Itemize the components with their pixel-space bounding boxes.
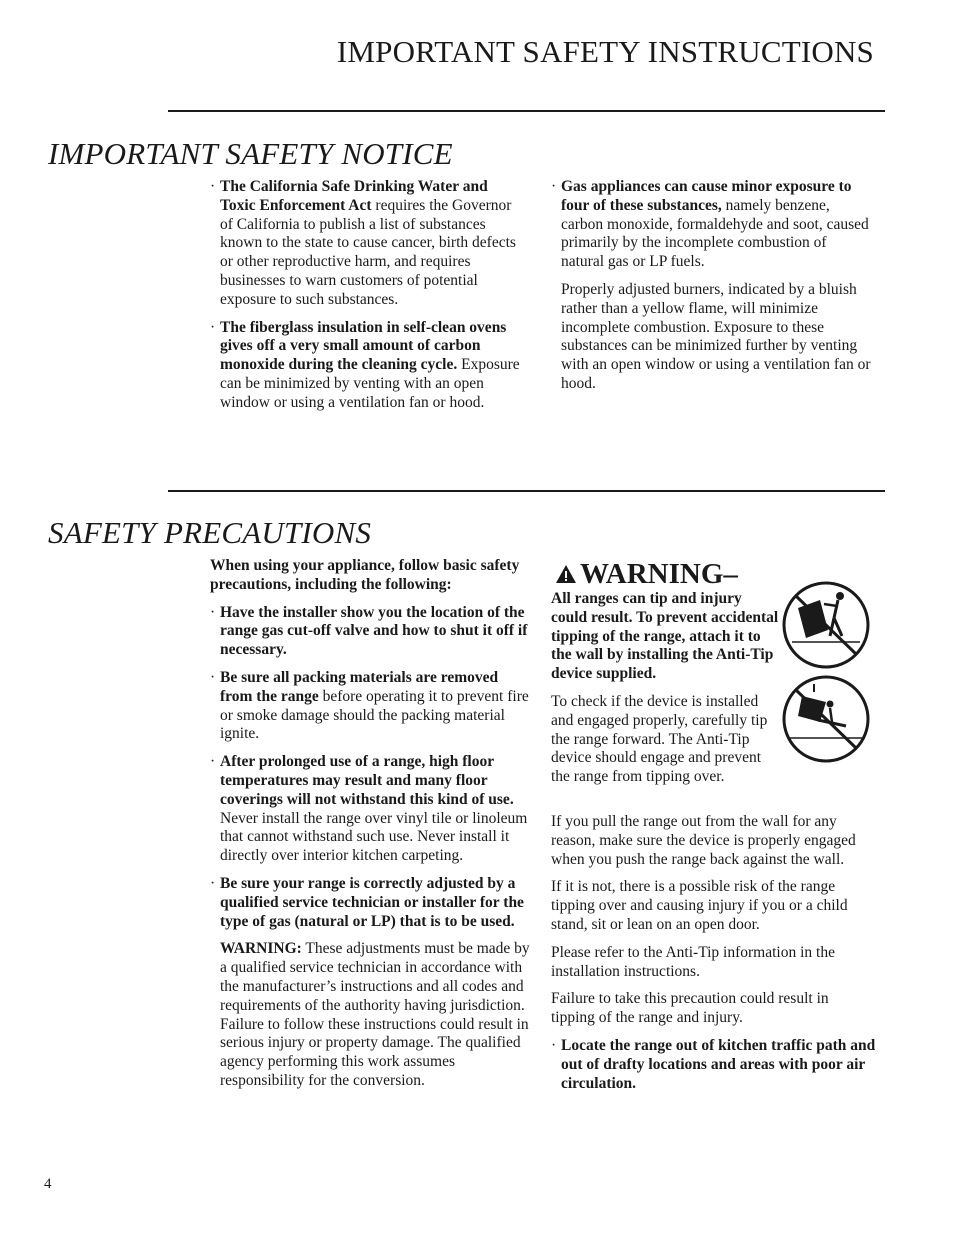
- divider: [168, 490, 885, 492]
- precaution-bullet-packing: · Be sure all packing materials are removed from the range before operating it to prevent fire or smoke damage should the packing material ignite.: [210, 668, 529, 743]
- notice-bullet-fiberglass: · The fiberglass insulation in self-clean ovens gives off a very small amount of carbon monoxide during the cleaning cycle. Exposure can be minimized by venting with an open window or using a ventilation fan or hood.: [210, 318, 520, 411]
- warning-locate-bullet: · Locate the range out of kitchen traffic path and out of drafty locations and areas with poor air circulation.: [551, 1036, 876, 1092]
- precautions-title: SAFETY PRECAUTIONS: [48, 515, 372, 550]
- warning-bottom-text: [551, 813, 876, 1102]
- warning-triangle-icon: [555, 564, 577, 584]
- notice-right-column: [551, 178, 873, 403]
- precautions-intro: When using your appliance, follow basic safety precautions, including the following:: [210, 557, 520, 593]
- precaution-warning-note: WARNING: These adjustments must be made by a qualified service technician in accordance with the manufacturer’s instructions and all codes and requirements of the authority having jurisdiction. Failure to follow these instructions could result in serious injury or property damage. The qualified agency performing this work assumes responsibility for the conversion.: [220, 940, 530, 1089]
- no-standing-on-door-icon: [780, 674, 872, 764]
- no-tipping-range-icon: [780, 580, 872, 670]
- warning-risk-paragraph: If it is not, there is a possible risk of the range tipping over and causing injury if you or a child stand, sit or lean on an open door.: [551, 878, 848, 933]
- warning-check-paragraph: To check if the device is installed and engaged properly, carefully tip the range forward. The Anti-Tip device should engage and prevent the range from tipping over.: [551, 692, 768, 786]
- notice-left-column: [210, 178, 520, 422]
- precaution-bullet-adjusted: · Be sure your range is correctly adjusted by a qualified service technician or installer for the type of gas (natural or LP) that is to be used.: [210, 874, 524, 930]
- warning-heading: WARNING–: [555, 559, 738, 589]
- precautions-left-column: [210, 557, 532, 1100]
- divider: [168, 110, 885, 112]
- warning-failure-paragraph: Failure to take this precaution could result in tipping of the range and injury.: [551, 990, 829, 1027]
- warning-top-text: All ranges can tip and injury could result. To prevent accidental tipping of the range, attach it to the wall by installing the Anti-Tip device supplied. To check if the device is installed and engaged properly, carefully tip the range forward. The Anti-Tip device should engage and prevent the range from tipping over.: [551, 590, 779, 786]
- warning-refer-paragraph: Please refer to the Anti-Tip information in the installation instructions.: [551, 943, 835, 980]
- warning-pull-paragraph: If you pull the range out from the wall for any reason, make sure the device is properly engaged when you push the range back against the wall.: [551, 813, 856, 868]
- page-number: 4: [44, 1176, 52, 1192]
- notice-burners-paragraph: Properly adjusted burners, indicated by a bluish rather than a yellow flame, will minimize incomplete combustion. Exposure to these substances can be minimized further by venting with an open window or using a ventilation fan or hood.: [561, 280, 871, 392]
- notice-bullet-gas: · Gas appliances can cause minor exposure to four of these substances, namely benzene, carbon monoxide, formaldehyde and soot, caused primarily by the incomplete combustion of natural gas or LP fuels.: [551, 178, 869, 271]
- notice-title: IMPORTANT SAFETY NOTICE: [48, 136, 453, 171]
- precaution-bullet-floor: · After prolonged use of a range, high floor temperatures may result and many floor coverings will not withstand this kind of use. Never install the range over vinyl tile or linoleum that cannot withstand such use. Never install it directly over interior kitchen carpeting.: [210, 753, 528, 865]
- precaution-bullet-shutoff: · Have the installer show you the location of the range gas cut-off valve and how to shut it off if necessary.: [210, 603, 528, 659]
- page-title: IMPORTANT SAFETY INSTRUCTIONS: [336, 34, 874, 69]
- notice-bullet-california: · The California Safe Drinking Water and Toxic Enforcement Act requires the Governor of California to publish a list of substances known to the state to cause cancer, birth defects or other reproductive harm, and requires businesses to warn customers of potential exposure to such substances.: [210, 178, 516, 308]
